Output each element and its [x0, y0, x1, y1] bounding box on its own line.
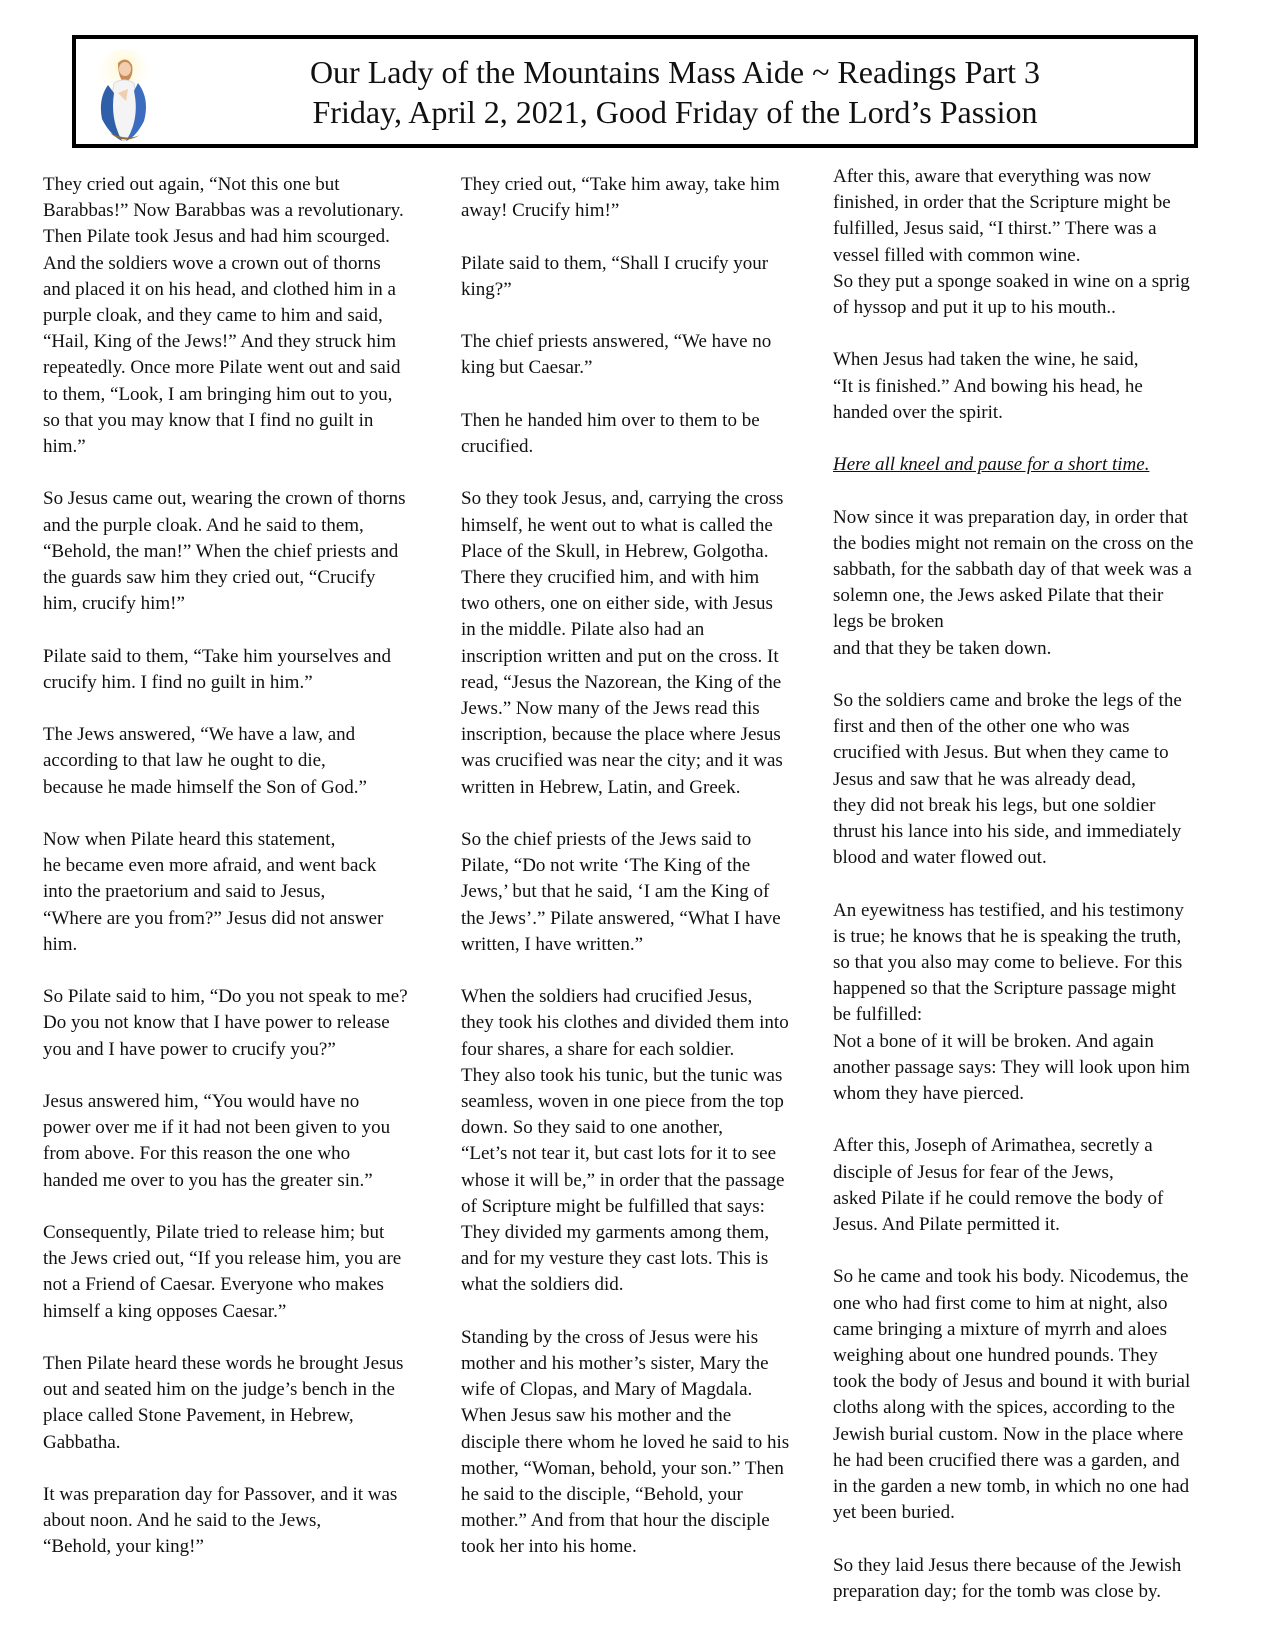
- text-column-3: [833, 164, 1233, 1631]
- text-line: handed me over to you has the greater sin.”: [43, 1169, 373, 1191]
- text-line: is true; he knows that he is speaking the truth,: [833, 925, 1182, 947]
- reading-paragraph: [833, 1553, 1233, 1605]
- text-line: An eyewitness has testified, and his testimony: [833, 899, 1184, 921]
- text-line: Now since it was preparation day, in order that: [833, 506, 1188, 528]
- text-line: the guards saw him they cried out, “Crucify: [43, 567, 376, 589]
- text-line: There they crucified him, and with him: [461, 566, 760, 588]
- reading-paragraph: [461, 251, 825, 303]
- text-line: what the soldiers did.: [461, 1274, 624, 1296]
- reading-paragraph: [461, 827, 825, 958]
- text-line: And the soldiers wove a crown out of thorns: [43, 252, 381, 274]
- text-line: They divided my garments among them,: [461, 1222, 770, 1244]
- text-line: Consequently, Pilate tried to release him; but: [43, 1222, 385, 1244]
- reading-paragraph: [43, 984, 435, 1063]
- header-box: [72, 35, 1198, 148]
- text-line: When Jesus had taken the wine, he said,: [833, 349, 1139, 371]
- text-line: Jews.” Now many of the Jews read this: [461, 698, 760, 719]
- text-line: finished, in order that the Scripture might be: [833, 192, 1171, 214]
- text-line: him, crucify him!”: [43, 593, 185, 615]
- text-line: Jewish burial custom. Now in the place where: [833, 1423, 1184, 1445]
- text-line: him.”: [43, 436, 86, 458]
- text-line: they did not break his legs, but one soldier: [833, 794, 1156, 816]
- text-line: crucified with Jesus. But when they came to: [833, 742, 1169, 764]
- text-line: Then he handed him over to them to be: [461, 409, 760, 431]
- text-line: down. So they said to one another,: [461, 1117, 724, 1139]
- text-line: purple cloak, and they came to him and said,: [43, 305, 383, 327]
- text-line: because he made himself the Son of God.”: [43, 776, 367, 798]
- text-line: sabbath, for the sabbath day of that week was a: [833, 559, 1192, 580]
- text-line: Pilate said to them, “Take him yourselves and: [43, 645, 391, 667]
- text-line: So they took Jesus, and, carrying the cross: [461, 488, 784, 510]
- reading-paragraph: [43, 722, 435, 801]
- text-line: not a Friend of Caesar. Everyone who makes: [43, 1274, 384, 1296]
- text-line: Gabbatha.: [43, 1431, 121, 1453]
- text-line: he said to the disciple, “Behold, your: [461, 1484, 743, 1506]
- text-line: Jesus answered him, “You would have no: [43, 1091, 360, 1113]
- text-line: thrust his lance into his side, and immediately: [833, 821, 1182, 843]
- text-line: So the chief priests of the Jews said to: [461, 829, 752, 850]
- text-line: king?”: [461, 278, 512, 300]
- text-line: “It is finished.” And bowing his head, he: [833, 375, 1143, 397]
- text-line: crucify him. I find no guilt in him.”: [43, 671, 313, 693]
- reading-paragraph: [43, 172, 435, 460]
- text-line: They cried out again, “Not this one but: [43, 174, 340, 195]
- text-line: Jesus. And Pilate permitted it.: [833, 1214, 1060, 1236]
- reading-paragraph: [833, 1264, 1233, 1526]
- text-line: of Scripture might be fulfilled that says:: [461, 1195, 765, 1217]
- text-line: fulfilled, Jesus said, “I thirst.” There was a: [833, 218, 1157, 240]
- reading-paragraph: [461, 486, 825, 800]
- text-line: preparation day; for the tomb was close by.: [833, 1580, 1162, 1602]
- text-line: It was preparation day for Passover, and it was: [43, 1484, 398, 1506]
- reading-paragraph: [461, 172, 825, 224]
- text-line: whom they have pierced.: [833, 1083, 1024, 1105]
- text-line: and the purple cloak. And he said to them,: [43, 514, 364, 536]
- reading-paragraph: [43, 644, 435, 696]
- text-line: asked Pilate if he could remove the body of: [833, 1187, 1164, 1209]
- reading-paragraph: [833, 1133, 1233, 1238]
- reading-paragraph: [43, 1089, 435, 1194]
- text-line: blood and water flowed out.: [833, 847, 1047, 869]
- text-line: written in Hebrew, Latin, and Greek.: [461, 776, 741, 798]
- text-line: he had been crucified there was a garden, and: [833, 1449, 1180, 1471]
- text-line: disciple there whom he loved he said to his: [461, 1431, 790, 1453]
- text-line: happened so that the Scripture passage might: [833, 978, 1176, 1000]
- kneel-instruction: [833, 452, 1233, 478]
- text-line: another passage says: They will look upon him: [833, 1056, 1190, 1078]
- text-line: mother.” And from that hour the disciple: [461, 1510, 770, 1532]
- page-title: [156, 52, 1194, 132]
- text-line: first and then of the other one who was: [833, 716, 1130, 738]
- text-line: vessel filled with common wine.: [833, 244, 1081, 266]
- text-line: two others, one on either side, with Jesus: [461, 593, 773, 615]
- text-line: away! Crucify him!”: [461, 200, 620, 222]
- text-line: himself, he went out to what is called the: [461, 514, 773, 536]
- reading-paragraph: [43, 1220, 435, 1325]
- reading-paragraph: [833, 347, 1233, 426]
- virgin-mary-icon: [88, 49, 154, 145]
- reading-paragraph: [833, 898, 1233, 1108]
- text-line: in the garden a new tomb, in which no one had: [833, 1476, 1190, 1498]
- text-line: the Jews cried out, “If you release him, you are: [43, 1248, 402, 1270]
- text-line: came bringing a mixture of myrrh and aloes: [833, 1318, 1167, 1340]
- text-line: himself a king opposes Caesar.”: [43, 1300, 287, 1322]
- text-line: Then Pilate took Jesus and had him scourged.: [43, 226, 390, 248]
- text-line: you and I have power to crucify you?”: [43, 1038, 336, 1060]
- text-line: legs be broken: [833, 611, 944, 633]
- text-line: into the praetorium and said to Jesus,: [43, 881, 326, 903]
- text-line: Jesus and saw that he was already dead,: [833, 768, 1136, 790]
- text-line: about noon. And he said to the Jews,: [43, 1510, 322, 1532]
- reading-paragraph: [833, 688, 1233, 871]
- text-line: and placed it on his head, and clothed him in a: [43, 278, 396, 300]
- text-line: After this, Joseph of Arimathea, secretly a: [833, 1135, 1153, 1157]
- text-line: seamless, woven in one piece from the top: [461, 1091, 784, 1113]
- reading-paragraph: [43, 1482, 435, 1561]
- text-line: the bodies might not remain on the cross on the: [833, 532, 1194, 554]
- text-line: So Jesus came out, wearing the crown of thorns: [43, 488, 406, 510]
- text-line: When the soldiers had crucified Jesus,: [461, 986, 753, 1008]
- text-line: in the middle. Pilate also had an: [461, 619, 705, 641]
- text-line: him.: [43, 933, 78, 955]
- text-line: mother, “Woman, behold, your son.” Then: [461, 1457, 784, 1479]
- text-line: So Pilate said to him, “Do you not speak to me?: [43, 986, 408, 1008]
- text-line: So the soldiers came and broke the legs of the: [833, 690, 1182, 711]
- text-line: he became even more afraid, and went back: [43, 855, 377, 877]
- text-line: Standing by the cross of Jesus were his: [461, 1326, 759, 1348]
- title-line-1: Our Lady of the Mountains Mass Aide ~ Readings Part 3: [309, 54, 1041, 90]
- text-line: and that they be taken down.: [833, 637, 1052, 659]
- text-line: written, I have written.”: [461, 933, 644, 955]
- text-line: Then Pilate heard these words he brought Jesus: [43, 1353, 404, 1375]
- text-line: Barabbas!” Now Barabbas was a revolutionary.: [43, 200, 404, 222]
- text-line: They also took his tunic, but the tunic was: [461, 1064, 783, 1086]
- text-line: yet been buried.: [833, 1502, 955, 1524]
- text-line: took her into his home.: [461, 1536, 637, 1558]
- text-line: Place of the Skull, in Hebrew, Golgotha.: [461, 540, 769, 562]
- text-line: Here all kneel and pause for a short time.: [833, 454, 1150, 476]
- text-line: and for my vesture they cast lots. This is: [461, 1248, 769, 1270]
- text-line: “Behold, your king!”: [43, 1536, 204, 1558]
- text-line: according to that law he ought to die,: [43, 750, 326, 772]
- text-line: So they laid Jesus there because of the Jewish: [833, 1554, 1182, 1576]
- reading-paragraph: [43, 1351, 435, 1456]
- text-line: They cried out, “Take him away, take him: [461, 174, 780, 195]
- reading-paragraph: [833, 164, 1233, 321]
- text-line: repeatedly. Once more Pilate went out and said: [43, 357, 401, 379]
- text-line: Do you not know that I have power to release: [43, 1012, 390, 1034]
- text-line: disciple of Jesus for fear of the Jews,: [833, 1161, 1114, 1183]
- text-line: After this, aware that everything was now: [833, 166, 1152, 187]
- text-line: Pilate said to them, “Shall I crucify your: [461, 252, 769, 274]
- text-line: “Let’s not tear it, but cast lots for it to see: [461, 1143, 777, 1165]
- text-line: Pilate, “Do not write ‘The King of the: [461, 855, 751, 877]
- text-column-2: [461, 172, 825, 1587]
- text-line: “Where are you from?” Jesus did not answer: [43, 907, 384, 929]
- text-line: so that you also may come to believe. For this: [833, 952, 1183, 974]
- text-line: inscription written and put on the cross. It: [461, 645, 779, 667]
- text-line: Jews,’ but that he said, ‘I am the King of: [461, 881, 770, 903]
- text-line: four shares, a share for each soldier.: [461, 1038, 735, 1060]
- text-line: wife of Clopas, and Mary of Magdala.: [461, 1379, 753, 1401]
- text-line: Not a bone of it will be broken. And again: [833, 1030, 1154, 1052]
- text-line: solemn one, the Jews asked Pilate that their: [833, 585, 1164, 607]
- text-line: So he came and took his body. Nicodemus, the: [833, 1266, 1189, 1288]
- text-line: the Jews’.” Pilate answered, “What I have: [461, 907, 781, 929]
- reading-paragraph: [43, 486, 435, 617]
- text-line: The chief priests answered, “We have no: [461, 331, 772, 353]
- text-line: whose it will be,” in order that the passage: [461, 1169, 785, 1191]
- reading-paragraph: [833, 505, 1233, 662]
- text-line: The Jews answered, “We have a law, and: [43, 724, 356, 746]
- reading-paragraph: [461, 408, 825, 460]
- text-line: king but Caesar.”: [461, 357, 593, 379]
- text-line: place called Stone Pavement, in Hebrew,: [43, 1405, 354, 1427]
- text-line: inscription, because the place where Jesus: [461, 724, 781, 746]
- text-line: “Behold, the man!” When the chief priests and: [43, 540, 399, 562]
- text-line: Now when Pilate heard this statement,: [43, 829, 336, 851]
- text-line: mother and his mother’s sister, Mary the: [461, 1353, 769, 1375]
- text-line: power over me if it had not been given to you: [43, 1117, 391, 1139]
- text-line: be fulfilled:: [833, 1004, 923, 1026]
- text-line: read, “Jesus the Nazorean, the King of the: [461, 671, 782, 693]
- text-line: took the body of Jesus and bound it with burial: [833, 1371, 1191, 1393]
- text-line: of hyssop and put it up to his mouth..: [833, 297, 1116, 319]
- text-line: cloths along with the spices, according to the: [833, 1397, 1175, 1419]
- reading-paragraph: [461, 329, 825, 381]
- text-line: they took his clothes and divided them into: [461, 1012, 789, 1034]
- text-line: “Hail, King of the Jews!” And they struck him: [43, 331, 397, 353]
- text-line: When Jesus saw his mother and the: [461, 1405, 732, 1427]
- text-line: crucified.: [461, 435, 534, 457]
- text-line: so that you may know that I find no guilt in: [43, 409, 374, 431]
- text-line: weighing about one hundred pounds. They: [833, 1345, 1158, 1367]
- text-line: to them, “Look, I am bringing him out to you,: [43, 383, 393, 405]
- reading-paragraph: [43, 827, 435, 958]
- title-line-2: Friday, April 2, 2021, Good Friday of the Lord’s Passion: [312, 94, 1038, 130]
- text-line: handed over the spirit.: [833, 401, 1003, 423]
- text-line: So they put a sponge soaked in wine on a sprig: [833, 270, 1190, 292]
- text-line: one who had first come to him at night, also: [833, 1292, 1168, 1314]
- text-line: from above. For this reason the one who: [43, 1143, 351, 1165]
- text-line: out and seated him on the judge’s bench in the: [43, 1379, 395, 1401]
- text-column-1: [43, 172, 435, 1587]
- text-line: was crucified was near the city; and it was: [461, 750, 783, 772]
- reading-paragraph: [461, 1325, 825, 1561]
- reading-paragraph: [461, 984, 825, 1298]
